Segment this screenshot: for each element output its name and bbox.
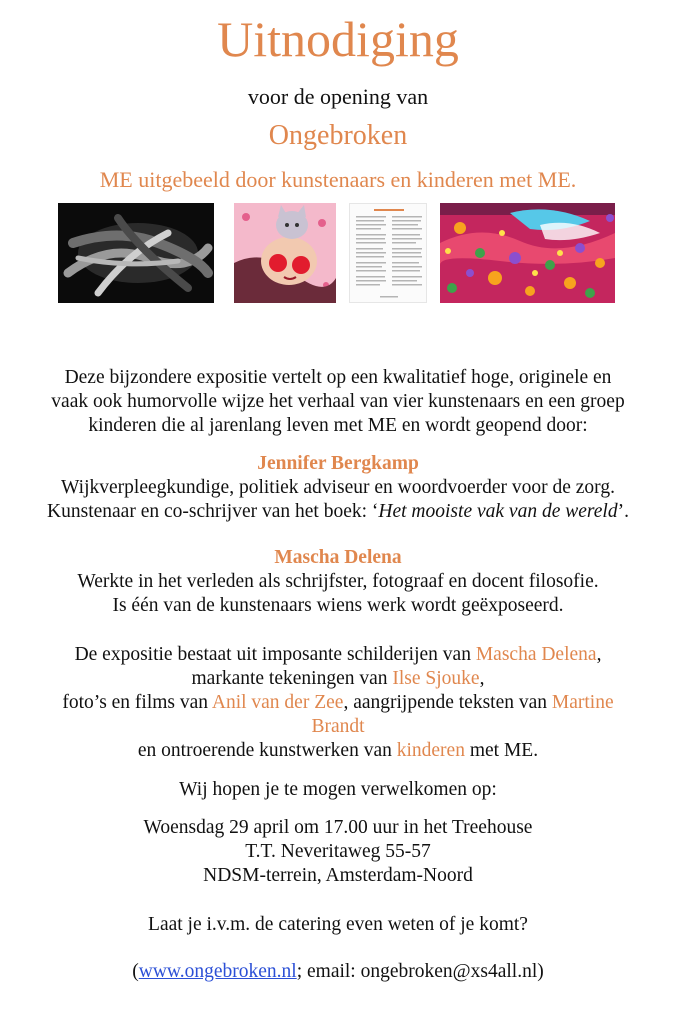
speaker2-name: Mascha Delena (274, 547, 402, 568)
speaker2-description (0, 570, 676, 618)
intro-line: Deze bijzondere expositie vertelt op een kwalitatief hoge, originele en (64, 367, 612, 388)
contact-line: (www.ongebroken.nl; email: ongebroken@xs4all.nl) (132, 961, 544, 982)
intro-line: kinderen die al jarenlang leven met ME en wordt geopend door: (88, 415, 588, 436)
artist-kinderen: kinderen (396, 740, 465, 761)
expo-line: foto’s en films van Anil van der Zee, aangrijpende teksten van Martine (62, 692, 614, 713)
speaker1-line2: Kunstenaar en co-schrijver van het boek: ‘Het mooiste vak van de wereld’. (47, 501, 629, 522)
artist-ilse-sjouke: Ilse Sjouke (392, 668, 480, 689)
intro-line: vaak ook humorvolle wijze het verhaal van vier kunstenaars en een groep (51, 391, 625, 412)
speaker1-description (0, 476, 676, 524)
website-link[interactable]: www.ongebroken.nl (138, 961, 297, 982)
event-details (0, 816, 676, 888)
artist-mascha-delena: Mascha Delena (475, 644, 597, 665)
hands-photo (58, 203, 214, 303)
artist-martine-brandt-cont: Brandt (311, 716, 365, 737)
book-title: Het mooiste vak van de wereld (378, 501, 618, 522)
expo-line (0, 715, 676, 739)
exhibition-name: Ongebroken (268, 120, 408, 151)
exhibition-tagline: ME uitgebeeld door kunstenaars en kinderen met ME. (99, 167, 577, 192)
speaker1-line1: Wijkverpleegkundige, politiek adviseur en woordvoerder voor de zorg. (61, 477, 615, 498)
expo-line: De expositie bestaat uit imposante schilderijen van Mascha Delena, (74, 644, 602, 665)
speaker2-line2: Is één van de kunstenaars wiens werk wordt geëxposeerd. (112, 595, 564, 616)
event-datetime: Woensdag 29 april om 17.00 uur in het Treehouse (143, 817, 533, 838)
artist-anil-van-der-zee: Anil van der Zee (211, 692, 344, 713)
intro-paragraph (0, 366, 676, 438)
colorful-quilt-painting (440, 203, 615, 303)
welcome-text: Wij hopen je te mogen verwelkomen op: (179, 779, 497, 800)
event-area: NDSM-terrein, Amsterdam-Noord (203, 865, 473, 886)
speaker1-name: Jennifer Bergkamp (257, 453, 419, 474)
expo-line: en ontroerende kunstwerken van kinderen met ME. (137, 740, 539, 761)
text-document (349, 203, 427, 303)
speaker2-line1: Werkte in het verleden als schrijfster, fotograaf en docent filosofie. (77, 571, 599, 592)
image-strip (0, 203, 676, 303)
artist-martine-brandt: Martine (551, 692, 614, 713)
event-street: T.T. Neveritaweg 55-57 (245, 841, 431, 862)
catering-note: Laat je i.v.m. de catering even weten of je komt? (148, 914, 528, 935)
girl-with-cat-painting (234, 203, 336, 303)
expo-line: markante tekeningen van Ilse Sjouke, (191, 668, 485, 689)
exhibition-description (0, 643, 676, 763)
invitation-subtitle: voor de opening van (247, 84, 429, 109)
invitation-title: Uitnodiging (217, 11, 459, 67)
